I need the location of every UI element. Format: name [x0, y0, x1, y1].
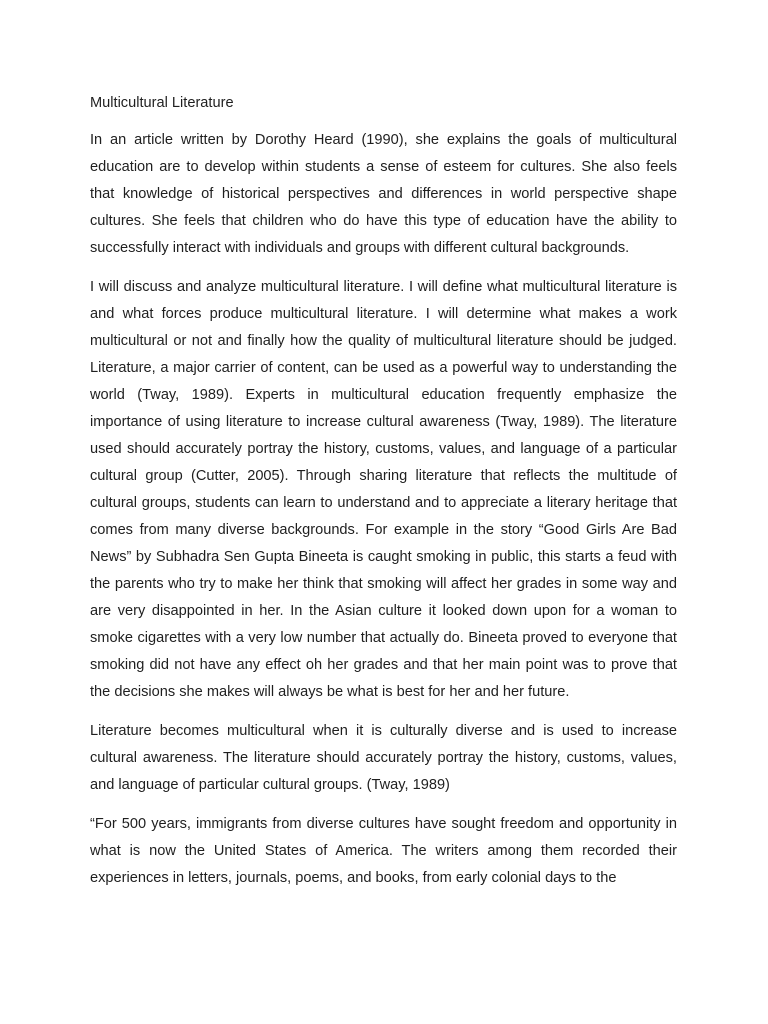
paragraph-quote: “For 500 years, immigrants from diverse cultures have sought freedom and opportunity in what is now the United States of America. The writers among them recorded their experiences in letters, journals, poems, and books, from early colonial days to the [90, 816, 677, 886]
paragraph-analysis: I will discuss and analyze multicultural literature. I will define what multicultural literature is and what forces produce multicultural literature. I will determine what makes a work multicultural or not and finally how the quality of multicultural literature should be judged. Literature, a major carrier of content, can be used as a powerful way to understanding the world (Tway, 1989). Experts in multicultural education frequently emphasize the importance of using literature to increase cultural awareness (Tway, 1989). The literature used should accurately portray the history, customs, values, and language of a particular cultural group (Cutter, 2005). Through sharing literature that reflects the multitude of cultural groups, students can learn to understand and to appreciate a literary heritage that comes from many diverse backgrounds. For example in the story “Good Girls Are Bad News” by Subhadra Sen Gupta Bineeta is caught smoking in public, this starts a feud with the parents who try to make her think that smoking will affect her grades in some way and are very disappointed in her. In the Asian culture it looked down upon for a woman to smoke cigarettes with a very low number that actually do. Bineeta proved to everyone that smoking did not have any effect oh her grades and that her main point was to prove that the decisions she makes will always be what is best for her and her future. [90, 279, 677, 700]
document-title: Multicultural Literature [90, 95, 234, 111]
paragraph-definition: Literature becomes multicultural when it is culturally diverse and is used to increase cultural awareness. The literature should accurately portray the history, customs, values, and language of particular cultural groups. (Tway, 1989) [90, 723, 677, 793]
document-body [90, 91, 677, 904]
paragraph-intro: In an article written by Dorothy Heard (1990), she explains the goals of multicultural education are to develop within students a sense of esteem for cultures. She also feels that knowledge of historical perspectives and differences in world perspective shape cultures. She feels that children who do have this type of education have the ability to successfully interact with individuals and groups with different cultural backgrounds. [90, 132, 677, 256]
